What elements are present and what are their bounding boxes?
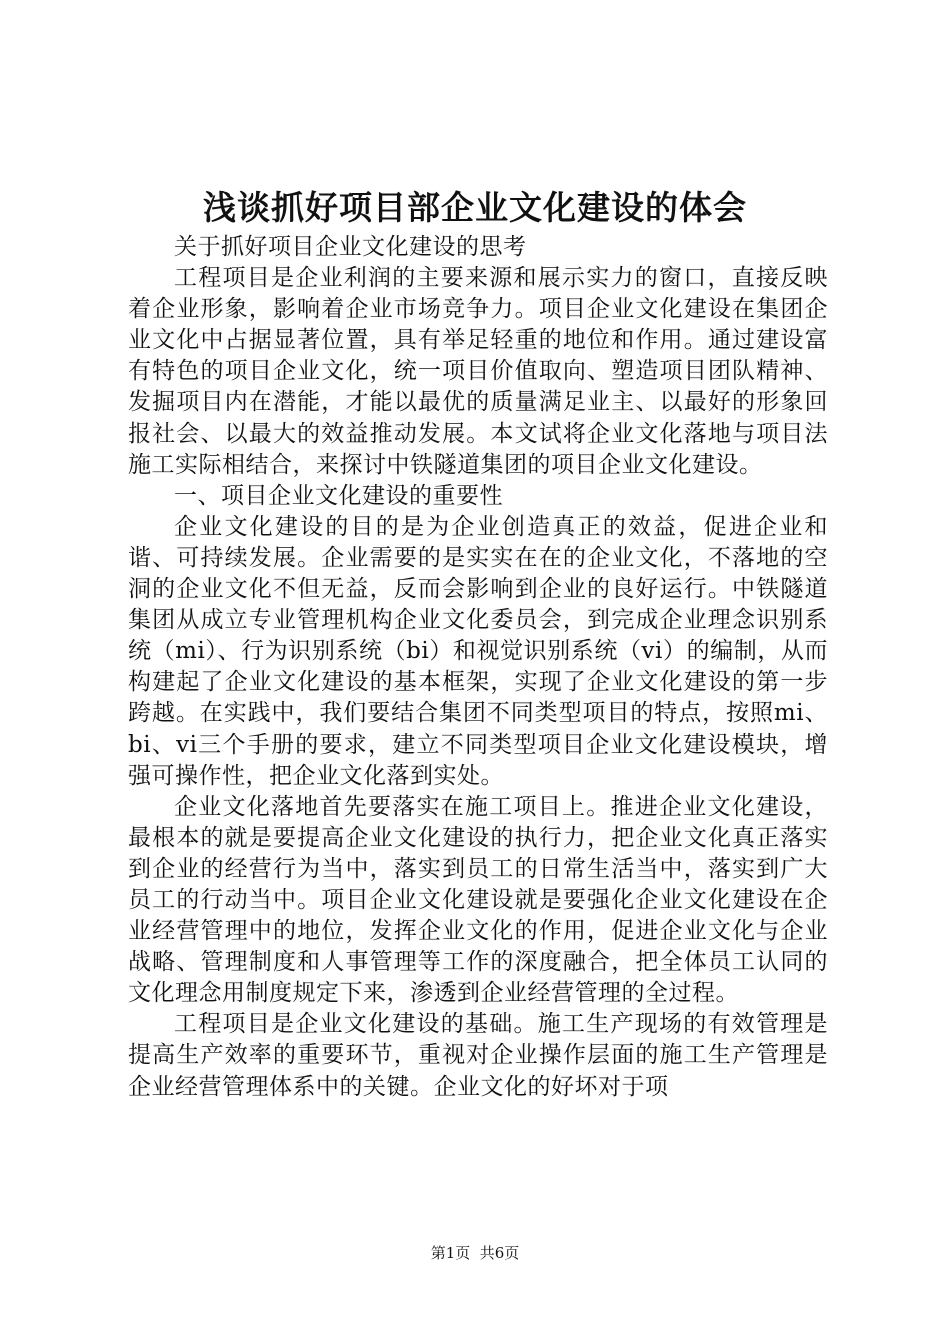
document-title: 浅谈抓好项目部企业文化建设的体会: [203, 188, 747, 227]
paragraph-intro: 工程项目是企业利润的主要来源和展示实力的窗口，直接反映着企业形象，影响着企业市场竞争力。项目企业文化建设在集团企业文化中占据显著位置，具有举足轻重的地位和作用。通过建设富有特色的项目企业文化，统一项目价值取向、塑造项目团队精神、发掘项目内在潜能，才能以最优的质量满足业主、以最好的形象回报社会、以最大的效益推动发展。本文试将企业文化落地与项目法施工实际相结合，来探讨中铁隧道集团的项目企业文化建设。: [128, 265, 828, 478]
paragraph-foundation: 工程项目是企业文化建设的基础。施工生产现场的有效管理是提高生产效率的重要环节，重视对企业操作层面的施工生产管理是企业经营管理体系中的关键。企业文化的好坏对于项: [128, 1011, 828, 1100]
paragraph-implementation: 企业文化落地首先要落实在施工项目上。推进企业文化建设，最根本的就是要提高企业文化建设的执行力，把企业文化真正落实到企业的经营行为当中，落实到员工的日常生活当中，落实到广大员工的行动当中。项目企业文化建设就是要强化企业文化建设在企业经营管理中的地位，发挥企业文化的作用，促进企业文化与企业战略、管理制度和人事管理等工作的深度融合，把全体员工认同的文化理念用制度规定下来，渗透到企业经营管理的全过程。: [128, 793, 828, 1007]
document-body: [128, 232, 828, 1103]
paragraph-subtitle: 关于抓好项目企业文化建设的思考: [174, 234, 527, 260]
page-number-footer: 第1页 共6页: [430, 1244, 520, 1262]
section-heading-importance: 一、项目企业文化建设的重要性: [174, 482, 503, 509]
paragraph-purpose: 企业文化建设的目的是为企业创造真正的效益，促进企业和谐、可持续发展。企业需要的是实实在在的企业文化，不落地的空洞的企业文化不但无益，反而会影响到企业的良好运行。中铁隧道集团从成立专业管理机构企业文化委员会，到完成企业理念识别系统（mi）、行为识别系统（bi）和视觉识别系统（vi）的编制，从而构建起了企业文化建设的基本框架，实现了企业文化建设的第一步跨越。在实践中，我们要结合集团不同类型项目的特点，按照mi、bi、vi三个手册的要求，建立不同类型项目企业文化建设模块，增强可操作性，把企业文化落到实处。: [128, 513, 828, 789]
